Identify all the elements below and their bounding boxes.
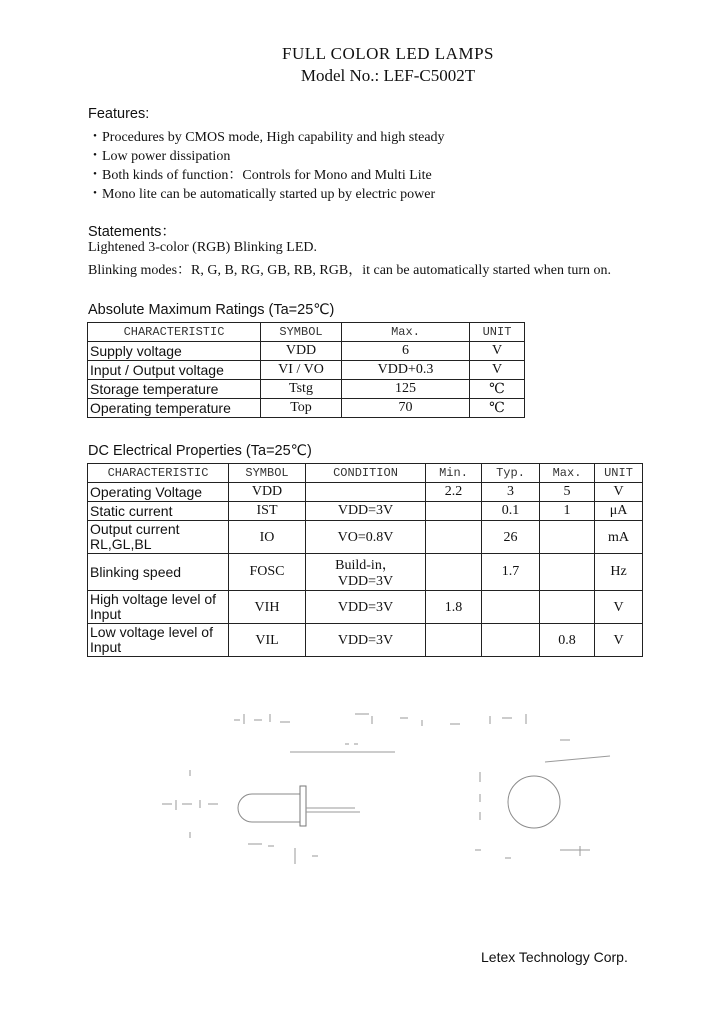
drawing-mark (234, 714, 290, 724)
leader-line (545, 740, 610, 762)
statements-heading: Statements： (88, 224, 176, 240)
column-header: UNIT (595, 464, 643, 483)
column-header: CHARACTERISTIC (88, 323, 261, 342)
cell: V (595, 591, 643, 624)
cell (426, 521, 482, 554)
cell: V (595, 483, 643, 502)
cell (540, 521, 595, 554)
cell: Blinking speed (88, 554, 229, 591)
document-title: FULL COLOR LED LAMPS (282, 44, 494, 63)
drawing-mark (475, 846, 590, 858)
cell: Operating temperature (88, 399, 261, 418)
led-dimension-drawing (150, 700, 630, 875)
drawing-mark (490, 714, 526, 724)
cell: ℃ (470, 399, 525, 418)
dc-table (87, 463, 643, 657)
cell: VDD+0.3 (342, 361, 470, 380)
cell: VDD (261, 342, 342, 361)
cell: Hz (595, 554, 643, 591)
cell: Top (261, 399, 342, 418)
cell: 5 (540, 483, 595, 502)
table-row (88, 521, 643, 554)
cell: 1.8 (426, 591, 482, 624)
cell: 2.2 (426, 483, 482, 502)
cell: 0.1 (482, 502, 540, 521)
cell: VDD=3V (306, 502, 426, 521)
table-header-row (88, 323, 525, 342)
table-row (88, 399, 525, 418)
cell: Supply voltage (88, 342, 261, 361)
feature-item: ・Both kinds of function：Controls for Mono and Multi Lite (88, 168, 432, 183)
cell: FOSC (229, 554, 306, 591)
model-number: Model No.: LEF-C5002T (300, 66, 476, 85)
drawing-mark (355, 714, 460, 726)
cell: ℃ (470, 380, 525, 399)
cell: Operating Voltage (88, 483, 229, 502)
dc-heading: DC Electrical Properties (Ta=25℃) (88, 443, 312, 459)
cell: 1.7 (482, 554, 540, 591)
cell: VIL (229, 624, 306, 657)
drawing-mark (162, 800, 218, 810)
cell: VIH (229, 591, 306, 624)
cell (426, 554, 482, 591)
statement-line: Lightened 3-color (RGB) Blinking LED. (88, 240, 318, 255)
led-front-view (508, 776, 560, 828)
column-header: Typ. (482, 464, 540, 483)
cell: Build-in，VDD=3V (306, 554, 426, 591)
cell (482, 624, 540, 657)
cell (540, 554, 595, 591)
cell: VDD=3V (306, 591, 426, 624)
statement-line: Blinking modes：R, G, B, RG, GB, RB, RGB，it can be automatically started when turn on. (88, 263, 612, 278)
led-body-side (238, 794, 300, 822)
drawing-mark (248, 844, 274, 846)
cell: V (595, 624, 643, 657)
column-header: Max. (540, 464, 595, 483)
cell: IST (229, 502, 306, 521)
cell: VI / VO (261, 361, 342, 380)
cell: 6 (342, 342, 470, 361)
cell: High voltage level of Input (88, 591, 229, 624)
cell (482, 591, 540, 624)
cell: V (470, 361, 525, 380)
cell: 3 (482, 483, 540, 502)
column-header: UNIT (470, 323, 525, 342)
cell (426, 624, 482, 657)
table-row (88, 342, 525, 361)
table-row (88, 624, 643, 657)
column-header: CONDITION (306, 464, 426, 483)
cell: mA (595, 521, 643, 554)
features-heading: Features: (88, 106, 150, 122)
cell: 125 (342, 380, 470, 399)
cell: Input / Output voltage (88, 361, 261, 380)
cell: μA (595, 502, 643, 521)
table-row (88, 361, 525, 380)
table-row (88, 591, 643, 624)
column-header: Min. (426, 464, 482, 483)
cell: VO=0.8V (306, 521, 426, 554)
drawing-mark (295, 848, 318, 864)
cell: Output current RL,GL,BL (88, 521, 229, 554)
column-header: Max. (342, 323, 470, 342)
led-leads (306, 808, 360, 812)
cell: Low voltage level of Input (88, 624, 229, 657)
cell: V (470, 342, 525, 361)
feature-item: ・Low power dissipation (88, 149, 231, 164)
cell (426, 502, 482, 521)
table-row (88, 502, 643, 521)
cell: Storage temperature (88, 380, 261, 399)
table-header-row (88, 464, 643, 483)
abs-max-table (87, 322, 525, 418)
cell: Static current (88, 502, 229, 521)
cell (540, 591, 595, 624)
table-row (88, 483, 643, 502)
cell: IO (229, 521, 306, 554)
cell: 0.8 (540, 624, 595, 657)
led-flange (300, 786, 306, 826)
column-header: CHARACTERISTIC (88, 464, 229, 483)
cell: 1 (540, 502, 595, 521)
company-name: Letex Technology Corp. (481, 949, 628, 965)
table-row (88, 380, 525, 399)
cell: 70 (342, 399, 470, 418)
cell: 26 (482, 521, 540, 554)
abs-max-heading: Absolute Maximum Ratings (Ta=25℃) (88, 302, 335, 318)
column-header: SYMBOL (229, 464, 306, 483)
feature-item: ・Procedures by CMOS mode, High capability and high steady (88, 130, 445, 145)
cell: VDD (229, 483, 306, 502)
cell: VDD=3V (306, 624, 426, 657)
feature-item: ・Mono lite can be automatically started up by electric power (88, 187, 436, 202)
column-header: SYMBOL (261, 323, 342, 342)
cell: Tstg (261, 380, 342, 399)
cell (306, 483, 426, 502)
table-row (88, 554, 643, 591)
